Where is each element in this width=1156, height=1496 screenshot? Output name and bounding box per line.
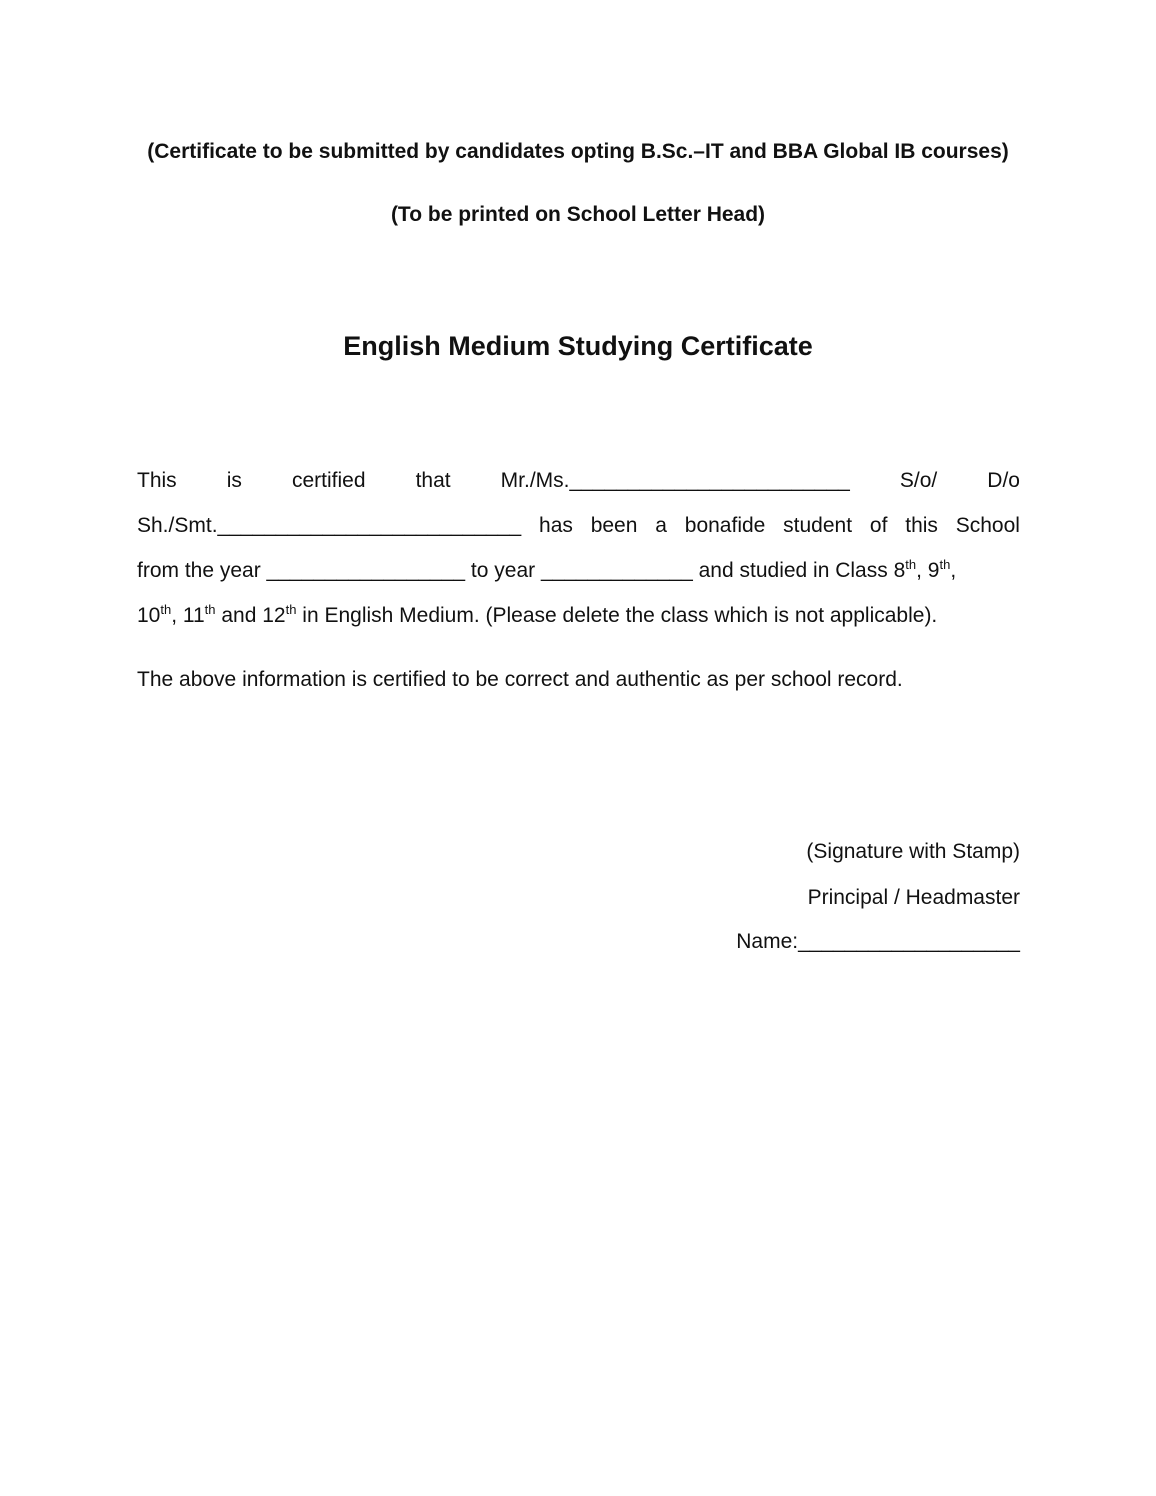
body-line-2 [137, 512, 1020, 540]
word: S/o/ [899, 469, 938, 492]
word: certified [291, 469, 366, 492]
word: is [226, 469, 242, 492]
student-name-blank: Mr./Ms.________________________ [500, 469, 850, 492]
year-range-text: from the year _________________ to year _____________ and studied in Class 8 [137, 559, 906, 582]
text: , [950, 559, 957, 582]
submission-note: (Certificate to be submitted by candidates opting B.Sc.–IT and BBA Global IB courses) [147, 140, 1009, 163]
superscript: th [905, 557, 917, 572]
word: School [955, 514, 1020, 537]
body-line-3 [137, 557, 1020, 585]
letterhead-note: (To be printed on School Letter Head) [390, 203, 766, 226]
body-line-1 [137, 467, 1020, 495]
word: of [869, 514, 888, 537]
signature-label: (Signature with Stamp) [806, 840, 1020, 863]
word: this [905, 514, 938, 537]
signatory-name-blank: Name:___________________ [736, 930, 1020, 953]
word: that [415, 469, 451, 492]
text: 10 [137, 604, 161, 627]
text: , 11 [171, 604, 205, 627]
text: and 12 [215, 604, 286, 627]
body-line-4 [137, 602, 1020, 630]
word: a [655, 514, 667, 537]
word: This [137, 469, 177, 492]
authenticity-statement: The above information is certified to be correct and authentic as per school record. [137, 668, 903, 691]
parent-name-blank: Sh./Smt.__________________________ [137, 514, 522, 537]
word: student [783, 514, 853, 537]
word: D/o [987, 469, 1020, 492]
superscript: th [939, 557, 951, 572]
superscript: th [285, 602, 297, 617]
text: in English Medium. (Please delete the class which is not applicable). [296, 604, 938, 627]
text: , 9 [916, 559, 940, 582]
word: been [590, 514, 638, 537]
word: has [539, 514, 573, 537]
certificate-title: English Medium Studying Certificate [343, 331, 813, 361]
word: bonafide [684, 514, 766, 537]
signatory-role: Principal / Headmaster [807, 886, 1020, 909]
superscript: th [204, 602, 216, 617]
superscript: th [160, 602, 172, 617]
